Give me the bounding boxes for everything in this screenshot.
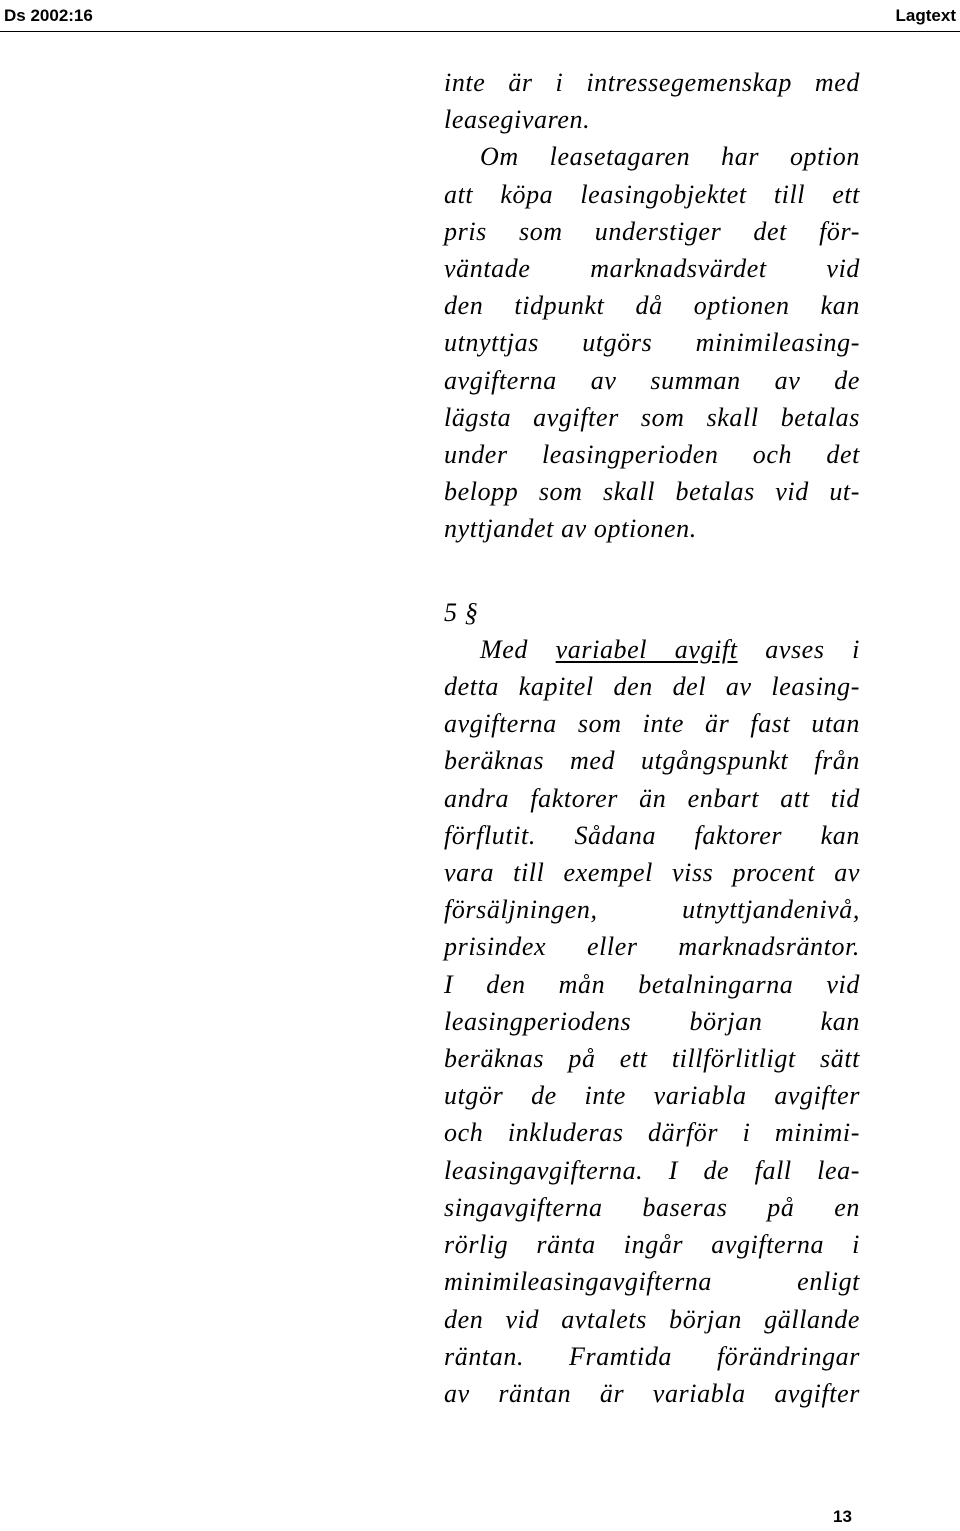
paragraph-2 [444, 138, 860, 547]
text-line: minimileasingavgifterna enligt [444, 1267, 860, 1297]
text-line: och inkluderas därför i minimi- [444, 1118, 860, 1148]
defined-term: variabel avgift [555, 634, 738, 664]
text-line: under leasingperioden och det [444, 440, 860, 470]
text-line: pris som understiger det för- [444, 216, 860, 246]
text-line: beräknas med utgångspunkt från [444, 746, 860, 776]
text-line: utnyttjas utgörs minimileasing- [444, 328, 860, 358]
text-line: rörlig ränta ingår avgifterna i [444, 1230, 860, 1260]
section-5 [444, 594, 860, 1412]
text-line: avgifterna av summan av de [444, 365, 860, 395]
text-line: beräknas på ett tillförlitligt sätt [444, 1044, 860, 1074]
text-line: räntan. Framtida förändringar [444, 1341, 860, 1371]
text-line: utgör de inte variabla avgifter [444, 1081, 860, 1111]
definition-line [444, 631, 860, 668]
text-line: Om leasetagaren har option [480, 142, 860, 172]
section-label: Lagtext [895, 6, 956, 25]
header-divider [0, 31, 960, 32]
text-line: avgifterna som inte är fast utan [444, 709, 860, 739]
text-line: att köpa leasingobjektet till ett [444, 179, 860, 209]
text-line: detta kapitel den del av leasing- [444, 672, 860, 702]
text-line: nyttjandet av optionen. [444, 514, 697, 544]
text-line: lägsta avgifter som skall betalas [444, 402, 860, 432]
text-line: inte är i intressegemenskap med [444, 68, 860, 97]
text-line: singavgifterna baseras på en [444, 1192, 860, 1222]
text-line: försäljningen, utnyttjandenivå, [444, 895, 860, 925]
text-line: vara till exempel viss procent av [444, 858, 860, 888]
text-line: leasingavgifterna. I de fall lea- [444, 1155, 860, 1185]
text-line: förflutit. Sådana faktorer kan [444, 820, 860, 850]
text-line: belopp som skall betalas vid ut- [444, 477, 860, 507]
text-line: av räntan är variabla avgifter [444, 1378, 860, 1408]
text-line: I den mån betalningarna vid [444, 969, 860, 999]
text-line: den vid avtalets början gällande [444, 1304, 860, 1334]
definition-end: avses i [765, 634, 861, 664]
paragraph-1 [444, 64, 860, 138]
definition-start: Med [480, 634, 528, 664]
text-line: andra faktorer än enbart att tid [444, 783, 860, 813]
text-line: väntade marknadsvärdet vid [444, 254, 860, 284]
section-heading: 5 § [444, 597, 479, 627]
body-text [444, 64, 860, 1412]
page-number: 13 [833, 1507, 852, 1526]
text-line: leasegivaren. [444, 105, 591, 135]
paragraph-gap [444, 548, 860, 586]
document-reference: Ds 2002:16 [4, 6, 93, 25]
text-line: leasingperiodens början kan [444, 1006, 860, 1036]
text-line: den tidpunkt då optionen kan [444, 291, 860, 321]
text-line: prisindex eller marknadsräntor. [444, 932, 860, 962]
